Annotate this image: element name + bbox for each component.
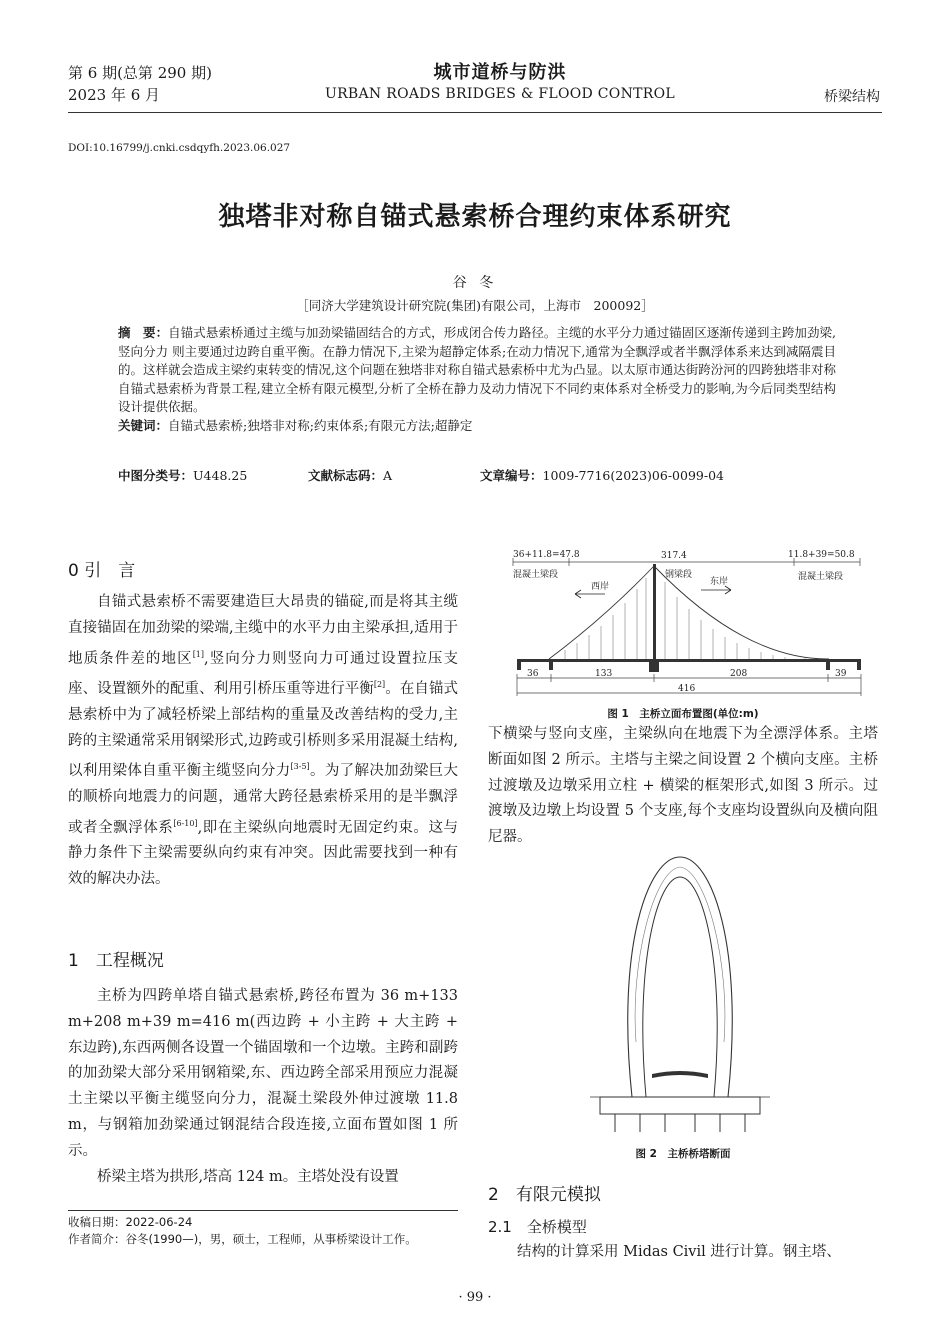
issue-number: 第 6 期(总第 290 期) <box>68 64 212 82</box>
fig1-top-right-dim: 11.8+39=50.8 <box>788 550 855 560</box>
citation: [1] <box>192 649 205 659</box>
abstract-label: 摘 要： <box>118 325 169 340</box>
fig1-left-segment-label: 混凝土梁段 <box>513 570 559 580</box>
doc-code-value: A <box>383 468 393 483</box>
header-center <box>280 58 720 102</box>
figure-2-caption: 图 2 主桥桥塔断面 <box>635 1148 731 1160</box>
citation: [3-5] <box>290 762 310 772</box>
right-paragraph-1: 下横梁与竖向支座，主梁纵向在地震下为全漂浮体系。主塔断面如图 2 所示。主塔与主梁之间设置 2 个横向支座。主桥过渡墩及边墩采用立柱 + 横梁的框架形式,如图 3 所示。过渡墩及边墩上均设置 5 个支座,每个支座均设置纵向及横向阻尼器。 <box>488 726 878 846</box>
right-column-body <box>488 722 878 851</box>
fig1-right-segment-label: 混凝土梁段 <box>798 572 844 582</box>
fig1-top-left-dim: 36+11.8=47.8 <box>513 550 580 560</box>
article-number-value: 1009-7716(2023)06-0099-04 <box>542 468 724 483</box>
doc-code-label: 文献标志码： <box>308 468 384 483</box>
header-rule <box>68 112 882 113</box>
section-2-title: 2 有限元模拟 <box>488 1185 601 1205</box>
footnote-rule <box>68 1210 458 1211</box>
paper-title: 独塔非对称自锚式悬索桥合理约束体系研究 <box>218 202 732 232</box>
section-1-body <box>68 984 458 1190</box>
fig1-mid-segment-label: 钢梁段 <box>665 570 693 580</box>
abstract <box>118 324 836 436</box>
section-2-1-paragraph: 结构的计算采用 Midas Civil 进行计算。钢主塔、 <box>517 1244 841 1260</box>
section-1-title: 1 工程概况 <box>68 951 164 971</box>
article-number-label: 文章编号： <box>480 468 543 483</box>
author: 谷 冬 <box>452 275 498 291</box>
author-bio: 作者简介：谷冬(1990—)，男，硕士，工程师，从事桥梁设计工作。 <box>68 1232 417 1246</box>
page-number: · 99 · <box>458 1290 492 1305</box>
fig1-west-label: 西岸 <box>591 582 610 592</box>
citation: [6-10] <box>173 818 198 828</box>
affiliation: ［同济大学建筑设计研究院(集团)有限公司，上海市 200092］ <box>296 298 654 313</box>
girder-section <box>652 1071 708 1078</box>
section-2-1-title: 2.1 全桥模型 <box>488 1218 587 1236</box>
figure-1-caption: 图 1 主桥立面布置图(单位:m) <box>607 708 759 720</box>
fig1-span-1: 36 <box>527 669 539 679</box>
citation: [2] <box>373 680 386 690</box>
keywords-label: 关键词： <box>118 417 169 433</box>
tower-mid-line <box>635 867 725 1042</box>
footnote <box>68 1214 458 1248</box>
figure-1-elevation <box>505 542 867 702</box>
fig1-total-length: 416 <box>678 684 696 694</box>
fig1-piers <box>517 662 861 672</box>
fig1-span-2: 133 <box>595 669 613 679</box>
header-left <box>68 62 212 106</box>
section-0-paragraph: 自锚式悬索桥不需要建造巨大昂贵的锚碇,而是将其主缆直接锚固在加劲梁的梁端,主缆中的水平力由主梁承担,适用于地质条件差的地区[1],竖向分力则竖向力可通过设置拉压支座、设置额外的配重、利用引桥压重等进行平衡[2]。在自锚式悬索桥中为了减轻桥梁上部结构的重量及改善结构的受力,主跨的主梁通常采用钢梁形式,边跨或引桥则多采用混凝土结构,以利用梁体自重平衡主缆竖向分力[3-5]。为了解决加劲梁巨大的顺桥向地震力的问题，通常大跨径悬索桥采用的是半飘浮或者全飘浮体系[6-10],即在主梁纵向地震时无固定约束。这与静力条件下主梁需要纵向约束有冲突。因此需要找到一种有效的解决办法。 <box>68 594 459 888</box>
section-0-body <box>68 590 458 893</box>
fig1-top-mid-dim: 317.4 <box>661 551 687 561</box>
doi: DOI:10.16799/j.cnki.csdqyfh.2023.06.027 <box>68 142 291 154</box>
piles <box>615 1114 745 1132</box>
section-1-paragraph-1: 主桥为四跨单塔自锚式悬索桥,跨径布置为 36 m+133 m+208 m+39 m=416 m(西边跨 + 小主跨 + 大主跨 + 东边跨),东西两侧各设置一个锚固墩和一个边墩。主跨和副跨的加劲梁大部分采用钢箱梁,东、西边跨全部采用预应力混凝土主梁以平衡主缆竖向分力，混凝土梁段外伸过渡墩 11.8 m，与钢箱加劲梁通过钢混结合段连接,立面布置如图 1 所示。 <box>68 988 458 1159</box>
journal-name-en: URBAN ROADS BRIDGES & FLOOD CONTROL <box>324 86 675 102</box>
received-date: 收稿日期：2022-06-24 <box>68 1215 193 1229</box>
clc-value: U448.25 <box>193 468 248 483</box>
journal-logo-cn: 城市道桥与防洪 <box>433 62 567 83</box>
section-0-title: 0 引 言 <box>68 561 136 581</box>
section-2-1-body <box>488 1240 878 1266</box>
fig1-span-3: 208 <box>730 669 748 679</box>
east-arrow-icon <box>701 586 731 594</box>
issue-date: 2023 年 6 月 <box>68 86 161 104</box>
figure-2-tower-section <box>570 852 790 1134</box>
fig1-tower <box>653 564 656 668</box>
section-1-paragraph-2: 桥梁主塔为拱形,塔高 124 m。主塔处没有设置 <box>97 1168 399 1185</box>
tower-inner-arch <box>643 877 717 1097</box>
abstract-text: 自锚式悬索桥通过主缆与加劲梁锚固结合的方式，形成闭合传力路径。主缆的水平分力通过锚固区逐渐传递到主跨加劲梁,竖向分力 则主要通过边跨自重平衡。在静力情况下,主梁为超静定体系;在动力情况下,通常为全飘浮或者半飘浮体系来达到减隔震目的。这样就会造成主梁约束转变的情况,这个问题在独塔非对称自锚式悬索桥中尤为凸显。以太原市通达街跨汾河的四跨独塔非对称自锚式悬索桥为背景工程,建立全桥有限元模型,分析了全桥在静力及动力情况下不同约束体系对全桥受力的影响,为今后同类型结构设计提供依据。 <box>118 325 836 415</box>
pile-cap <box>600 1097 760 1114</box>
header-category: 桥梁结构 <box>824 89 880 105</box>
fig1-deck <box>517 659 861 662</box>
fig1-span-4: 39 <box>835 669 847 679</box>
clc-label: 中图分类号： <box>118 468 194 483</box>
keywords: 自锚式悬索桥;独塔非对称;约束体系;有限元方法;超静定 <box>168 417 473 433</box>
fig1-east-label: 东岸 <box>710 577 729 587</box>
